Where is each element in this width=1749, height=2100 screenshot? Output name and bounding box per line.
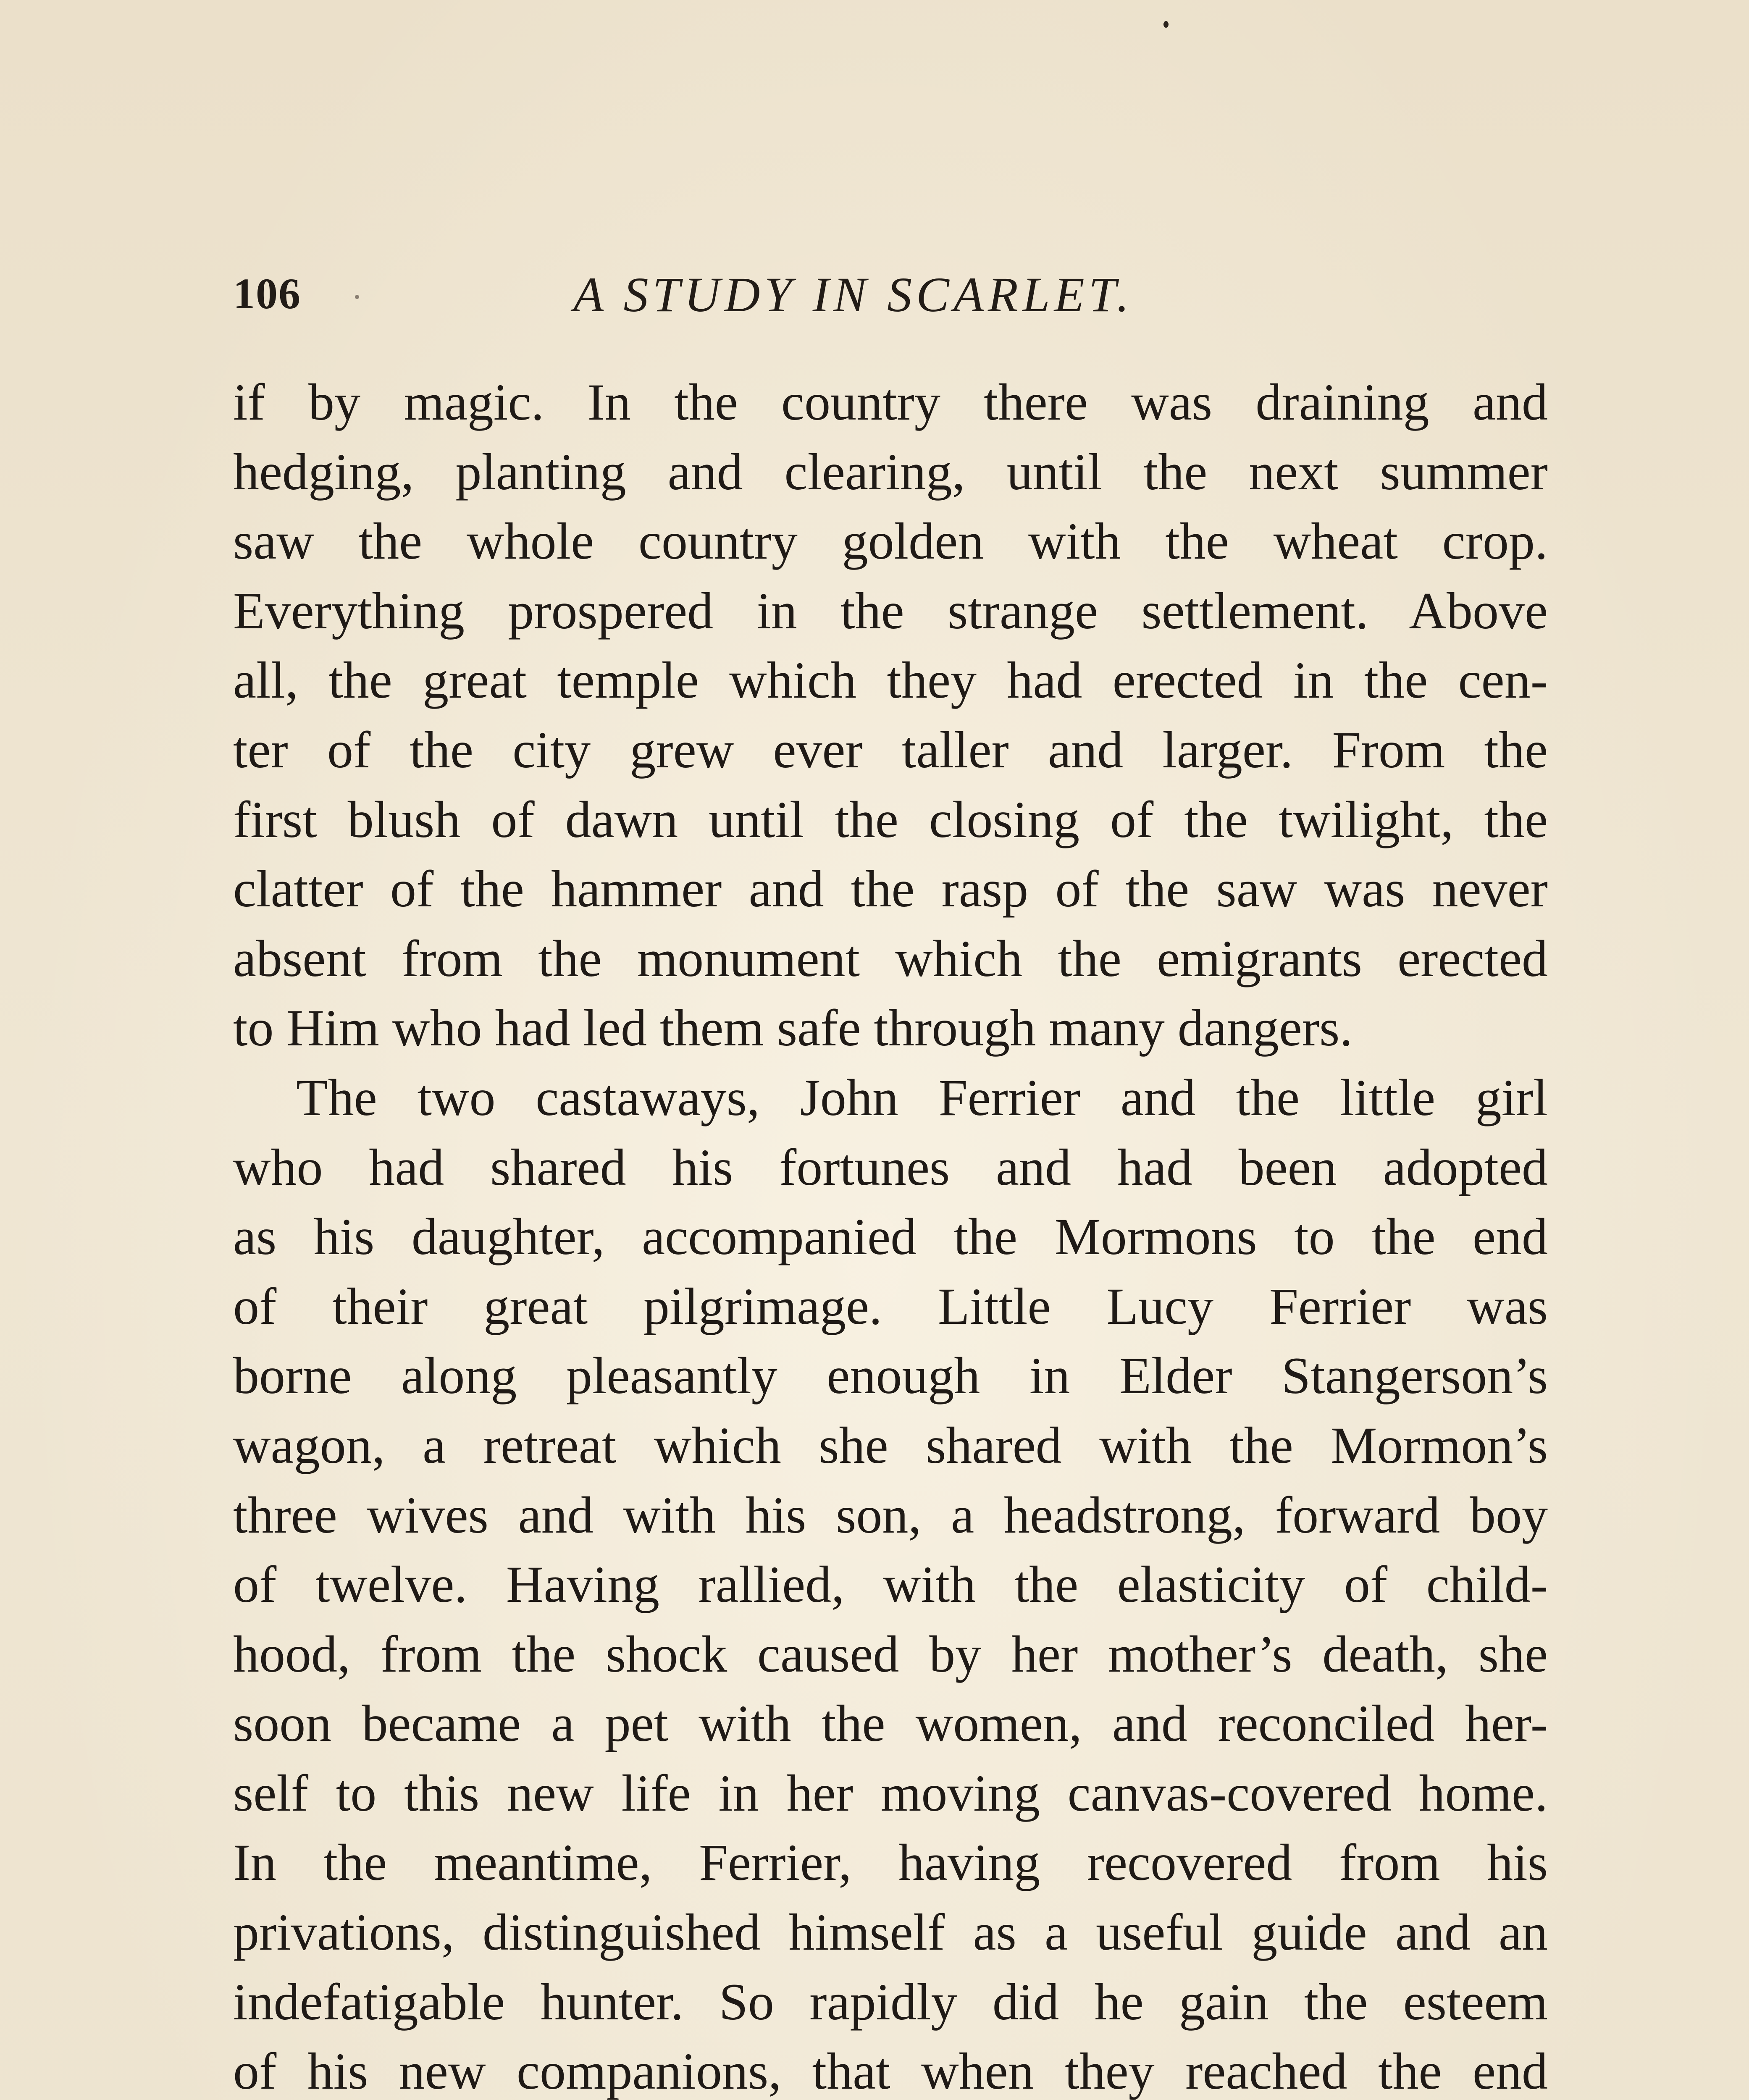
text-line: if by magic. In the country there was draining and [233,373,1548,431]
text-line: hedging, planting and clearing, until the next summer [233,443,1548,501]
text-line: of his new companions, that when they reached the end [233,2042,1548,2100]
text-line: privations, distinguished himself as a useful guide and an [233,1903,1548,1961]
text-line: first blush of dawn until the closing of the twilight, the [233,790,1548,848]
text-line: wagon, a retreat which she shared with the Mormon’s [233,1416,1548,1474]
text-line: self to this new life in her moving canvas-covered home. [233,1764,1548,1822]
text-line: three wives and with his son, a headstrong, forward boy [233,1486,1548,1544]
running-head [233,256,1208,328]
text-line: as his daughter, accompanied the Mormons to the end [233,1208,1548,1266]
text-line: who had shared his fortunes and had been adopted [233,1138,1548,1196]
text-line: absent from the monument which the emigrants erected [233,929,1548,987]
text-line: saw the whole country golden with the wheat crop. [233,512,1548,570]
paragraph-2 [233,1063,1548,2100]
page-number: 106 [233,270,301,318]
text-line: all, the great temple which they had erected in the cen- [233,651,1548,709]
text-line: ter of the city grew ever taller and larger. From the [233,721,1548,779]
text-line: to Him who had led them safe through many dangers. [233,999,1353,1057]
text-line: hood, from the shock caused by her mother’s death, she [233,1625,1548,1683]
text-line: In the meantime, Ferrier, having recovered from his [233,1834,1548,1892]
text-line: clatter of the hammer and the rasp of the saw was never [233,860,1548,918]
running-title: A STUDY IN SCARLET. [573,267,1134,322]
text-line: of twelve. Having rallied, with the elasticity of child- [233,1556,1548,1614]
text-line: soon became a pet with the women, and reconciled her- [233,1695,1548,1753]
body-text [233,368,1548,2100]
header-ornament-dot [355,295,359,299]
text-line: The two castaways, John Ferrier and the little girl [296,1068,1548,1126]
ink-speck [1163,21,1169,28]
text-line: of their great pilgrimage. Little Lucy Ferrier was [233,1277,1548,1335]
text-line: indefatigable hunter. So rapidly did he gain the esteem [233,1973,1548,2031]
text-line: Everything prospered in the strange settlement. Above [233,582,1548,640]
paragraph-1 [233,368,1548,1063]
text-line: borne along pleasantly enough in Elder Stangerson’s [233,1347,1548,1405]
